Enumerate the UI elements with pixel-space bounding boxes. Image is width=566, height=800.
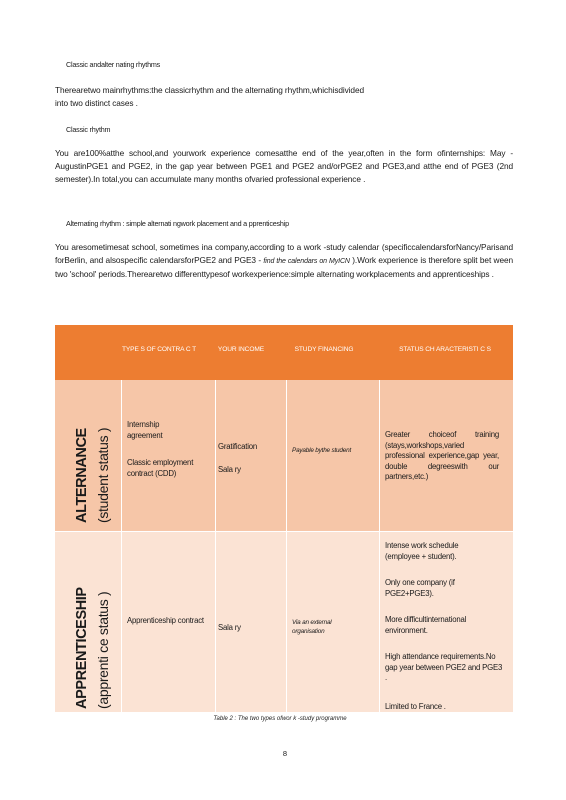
alternance-contract-internship: Internship agreement (127, 420, 163, 440)
page-number: 8 (282, 749, 288, 758)
alternance-income-salary: Sala ry (218, 465, 241, 474)
alternating-text-before: You aresometimesat school, sometimes ina company,according to a work -study calendar (specificcalendarsforNancy/Parisand forBerlin, and alsospecific calendarsforPGE2 and PGE3 - (55, 242, 513, 265)
intro-line-2: into two distinct cases . (55, 98, 138, 108)
work-study-table (55, 325, 513, 712)
apprenticeship-subtitle: (apprenti ce status ) (95, 591, 111, 709)
apprenticeship-status-2: Only one company (if PGE2+PGE3). (385, 578, 455, 598)
column-divider (286, 380, 287, 712)
alternating-rhythm-heading: Alternating rhythm : simple alternati ngwork placement and a pprenticeship (66, 219, 289, 228)
column-divider (379, 380, 380, 712)
apprenticeship-label (73, 587, 91, 709)
header-status-characteristics: STATUS CH ARACTERISTI C S (399, 346, 491, 353)
apprenticeship-status-5: Limited to France . (385, 702, 446, 711)
column-divider (215, 380, 216, 712)
alternance-income-gratification: Gratification (218, 442, 257, 451)
apprenticeship-income: Sala ry (218, 623, 241, 632)
apprenticeship-status-4: High attendance requirements.No gap year between PGE2 and PGE3 . (385, 652, 503, 682)
apprenticeship-title: APPRENTICESHIP (74, 587, 90, 709)
alternance-status: Greater choiceof training (stays,workshops,varied professional experience,gap year, double degreeswith our partners,etc.) (385, 430, 499, 481)
row-divider (55, 531, 513, 532)
alternance-status-label (95, 428, 113, 523)
section-heading: Classic andalter nating rhythms (66, 60, 161, 69)
apprenticeship-status-1: Intense work schedule (employee + student). (385, 541, 459, 561)
header-type-of-contract: TYPE S OF CONTRA C T (121, 346, 197, 353)
classic-rhythm-heading: Classic rhythm (66, 125, 111, 134)
alternance-label (73, 428, 91, 523)
apprenticeship-financing: Via an external organisation (292, 619, 332, 635)
alternance-contract-cdd: Classic employment contract (CDD) (127, 458, 194, 478)
header-study-financing: STUDY FINANCING (294, 346, 354, 353)
apprenticeship-status-label (95, 592, 113, 709)
header-your-income: YOUR INCOME (217, 346, 265, 353)
classic-rhythm-paragraph: You are100%atthe school,and yourwork experience comesatthe end of the year,often in the form ofinternships: May - AugustinPGE1 and PGE2, in the gap year between PGE1 and PGE2 and/orPGE2 and PGE3,and atthe end of PGE3 (2nd semester).In total,you can accumulate many months ofvaried professional experience . (55, 148, 513, 184)
alternating-rhythm-paragraph (55, 241, 513, 281)
alternance-subtitle: (student status ) (95, 427, 111, 523)
alternating-text-after: ).Work experience is therefore split bet ween two 'school' periods.Therearetwo differenttypesof workexperience:simple alternating workplacements and apprenticeships . (55, 255, 513, 279)
myicn-calendar-reference: find the calendars on MyICN (263, 258, 350, 265)
table-header (55, 325, 513, 380)
alternance-title: ALTERNANCE (74, 428, 90, 523)
apprenticeship-status-3: More difficultinternational environment. (385, 615, 467, 635)
intro-line-1: Therearetwo mainrhythms:the classicrhythm and the alternating rhythm,whichisdivided (55, 85, 364, 95)
table-caption: Table 2 : The two types ofwor k -study programme (213, 716, 347, 722)
alternance-financing: Payable bythe student (292, 447, 352, 454)
apprenticeship-contract: Apprenticeship contract (127, 616, 204, 625)
column-divider (121, 380, 122, 712)
